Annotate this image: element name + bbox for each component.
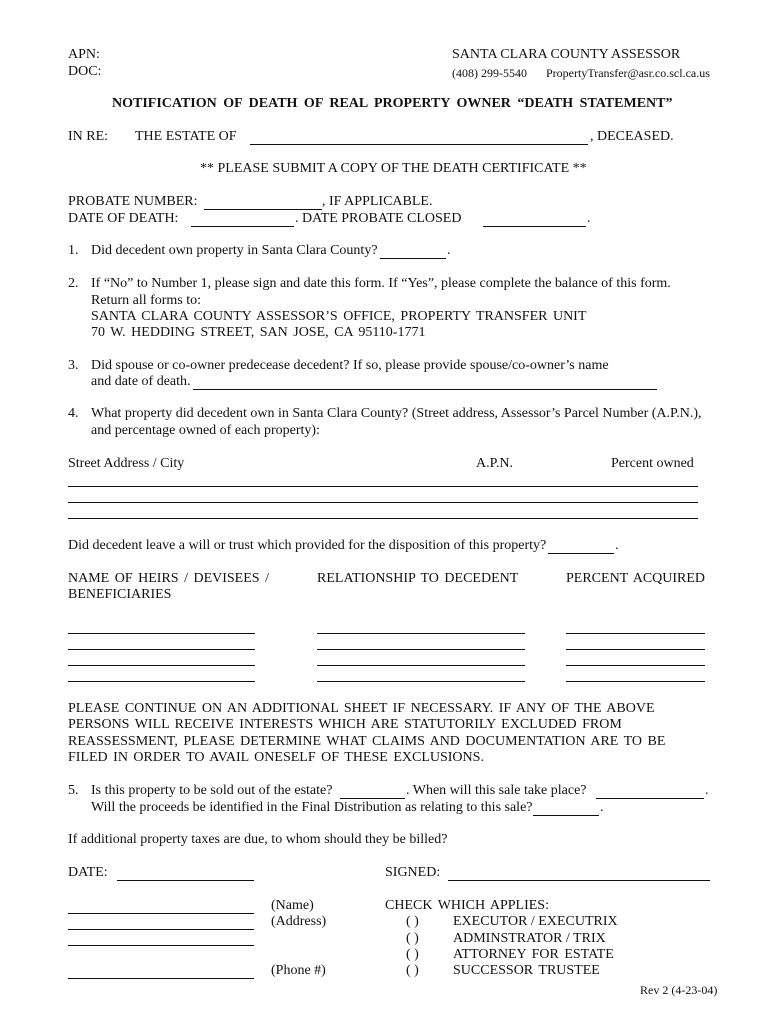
heirs-name-header-2: BENEFICIARIES xyxy=(68,587,172,602)
q3-number: 3. xyxy=(68,358,79,373)
q2-line1: If “No” to Number 1, please sign and date this form. If “Yes”, please complete the balance of this form. xyxy=(91,276,671,291)
probate-number-field[interactable] xyxy=(204,209,322,210)
administrator-label: ADMINSTRATOR / TRIX xyxy=(453,931,606,946)
heir-percent-field[interactable] xyxy=(566,665,705,666)
heir-relationship-field[interactable] xyxy=(317,665,525,666)
estate-of-label: THE ESTATE OF xyxy=(135,129,237,144)
continue-notice-line4: FILED IN ORDER TO AVAIL ONESELF OF THESE EXCLUSIONS. xyxy=(68,750,484,765)
submit-certificate-notice: ** PLEASE SUBMIT A COPY OF THE DEATH CERTIFICATE ** xyxy=(200,161,587,176)
heir-name-field[interactable] xyxy=(68,681,255,682)
period: . xyxy=(587,211,591,226)
administrator-checkbox[interactable]: ( ) xyxy=(406,931,419,946)
q5-when-label: . When will this sale take place? xyxy=(406,783,587,798)
property-row-field[interactable] xyxy=(68,486,698,487)
phone-field[interactable] xyxy=(68,978,254,979)
heir-percent-field[interactable] xyxy=(566,649,705,650)
date-probate-closed-field[interactable] xyxy=(483,226,586,227)
q2-address-line1: SANTA CLARA COUNTY ASSESSOR’S OFFICE, PROPERTY TRANSFER UNIT xyxy=(91,309,587,324)
heir-percent-field[interactable] xyxy=(566,633,705,634)
q5-proceeds-field[interactable] xyxy=(533,815,599,816)
address-field-2[interactable] xyxy=(68,945,254,946)
check-which-applies: CHECK WHICH APPLIES: xyxy=(385,898,549,913)
address-field[interactable] xyxy=(68,929,254,930)
office-phone: (408) 299-5540 xyxy=(452,66,527,80)
date-of-death-field[interactable] xyxy=(191,226,294,227)
decedent-name-field[interactable] xyxy=(250,144,588,145)
attorney-checkbox[interactable]: ( ) xyxy=(406,947,419,962)
q1-answer-field[interactable] xyxy=(380,258,446,259)
q2-line2: Return all forms to: xyxy=(91,293,202,308)
q2-address-line2: 70 W. HEDDING STREET, SAN JOSE, CA 95110-1771 xyxy=(91,325,426,340)
q5-when-field[interactable] xyxy=(596,798,704,799)
q1-text: Did decedent own property in Santa Clara County? xyxy=(91,243,378,258)
percent-owned-header: Percent owned xyxy=(611,456,694,471)
executor-label: EXECUTOR / EXECUTRIX xyxy=(453,914,618,929)
apn-header: A.P.N. xyxy=(476,456,513,471)
property-row-field[interactable] xyxy=(68,502,698,503)
q5-number: 5. xyxy=(68,783,79,798)
percent-acquired-header: PERCENT ACQUIRED xyxy=(566,571,706,586)
q4-number: 4. xyxy=(68,406,79,421)
heir-percent-field[interactable] xyxy=(566,681,705,682)
will-answer-field[interactable] xyxy=(548,553,614,554)
heir-relationship-field[interactable] xyxy=(317,649,525,650)
name-field[interactable] xyxy=(68,913,254,914)
date-of-death-label: DATE OF DEATH: xyxy=(68,211,179,226)
successor-trustee-checkbox[interactable]: ( ) xyxy=(406,963,419,978)
phone-label: (Phone #) xyxy=(271,963,326,978)
attorney-label: ATTORNEY FOR ESTATE xyxy=(453,947,614,962)
address-label: (Address) xyxy=(271,914,327,929)
relationship-header: RELATIONSHIP TO DECEDENT xyxy=(317,571,519,586)
q3-line1: Did spouse or co-owner predecease decedent? If so, please provide spouse/co-owner’s name xyxy=(91,358,609,373)
if-applicable-label: , IF APPLICABLE. xyxy=(322,194,433,209)
form-title: NOTIFICATION OF DEATH OF REAL PROPERTY OWNER “DEATH STATEMENT” xyxy=(112,96,673,111)
heir-relationship-field[interactable] xyxy=(317,681,525,682)
in-re-label: IN RE: xyxy=(68,129,109,144)
q2-number: 2. xyxy=(68,276,79,291)
signed-label: SIGNED: xyxy=(385,865,441,880)
signature-field[interactable] xyxy=(448,880,710,881)
street-address-header: Street Address / City xyxy=(68,456,185,471)
q3-answer-field[interactable] xyxy=(193,389,657,390)
q1-number: 1. xyxy=(68,243,79,258)
revision-footer: Rev 2 (4-23-04) xyxy=(640,983,718,997)
office-email: PropertyTransfer@asr.co.scl.ca.us xyxy=(546,66,710,80)
executor-checkbox[interactable]: ( ) xyxy=(406,914,419,929)
q5-sold-field[interactable] xyxy=(340,798,405,799)
taxes-question: If additional property taxes are due, to whom should they be billed? xyxy=(68,832,448,847)
heir-relationship-field[interactable] xyxy=(317,633,525,634)
will-question: Did decedent leave a will or trust which provided for the disposition of this property? xyxy=(68,538,547,553)
heir-name-field[interactable] xyxy=(68,633,255,634)
office-name: SANTA CLARA COUNTY ASSESSOR xyxy=(452,47,681,62)
date-probate-closed-label: . DATE PROBATE CLOSED xyxy=(295,211,462,226)
successor-trustee-label: SUCCESSOR TRUSTEE xyxy=(453,963,600,978)
date-label: DATE: xyxy=(68,865,108,880)
apn-label: APN: xyxy=(68,47,100,62)
q4-line1: What property did decedent own in Santa Clara County? (Street address, Assessor’s Parcel Number (A.P.N.), xyxy=(91,406,702,421)
q3-line2: and date of death. xyxy=(91,374,191,389)
date-field[interactable] xyxy=(117,880,254,881)
continue-notice-line3: REASSESSMENT, PLEASE DETERMINE WHAT CLAIMS AND DOCUMENTATION ARE TO BE xyxy=(68,734,666,749)
continue-notice-line2: PERSONS WILL RECEIVE INTERESTS WHICH ARE STATUTORILY EXCLUDED FROM xyxy=(68,717,622,732)
heirs-name-header: NAME OF HEIRS / DEVISEES / xyxy=(68,571,269,586)
q4-line2: and percentage owned of each property): xyxy=(91,423,320,438)
q5-line1: Is this property to be sold out of the estate? xyxy=(91,783,333,798)
q1-period: . xyxy=(447,243,451,258)
q5-line2: Will the proceeds be identified in the Final Distribution as relating to this sale? xyxy=(91,800,533,815)
deceased-label: , DECEASED. xyxy=(590,129,674,144)
probate-number-label: PROBATE NUMBER: xyxy=(68,194,198,209)
name-label: (Name) xyxy=(271,898,314,913)
continue-notice-line1: PLEASE CONTINUE ON AN ADDITIONAL SHEET IF NECESSARY. IF ANY OF THE ABOVE xyxy=(68,701,655,716)
heir-name-field[interactable] xyxy=(68,649,255,650)
q5-period: . xyxy=(705,783,709,798)
will-period: . xyxy=(615,538,619,553)
property-row-field[interactable] xyxy=(68,518,698,519)
heir-name-field[interactable] xyxy=(68,665,255,666)
doc-label: DOC: xyxy=(68,64,102,79)
q5-period-2: . xyxy=(600,800,604,815)
